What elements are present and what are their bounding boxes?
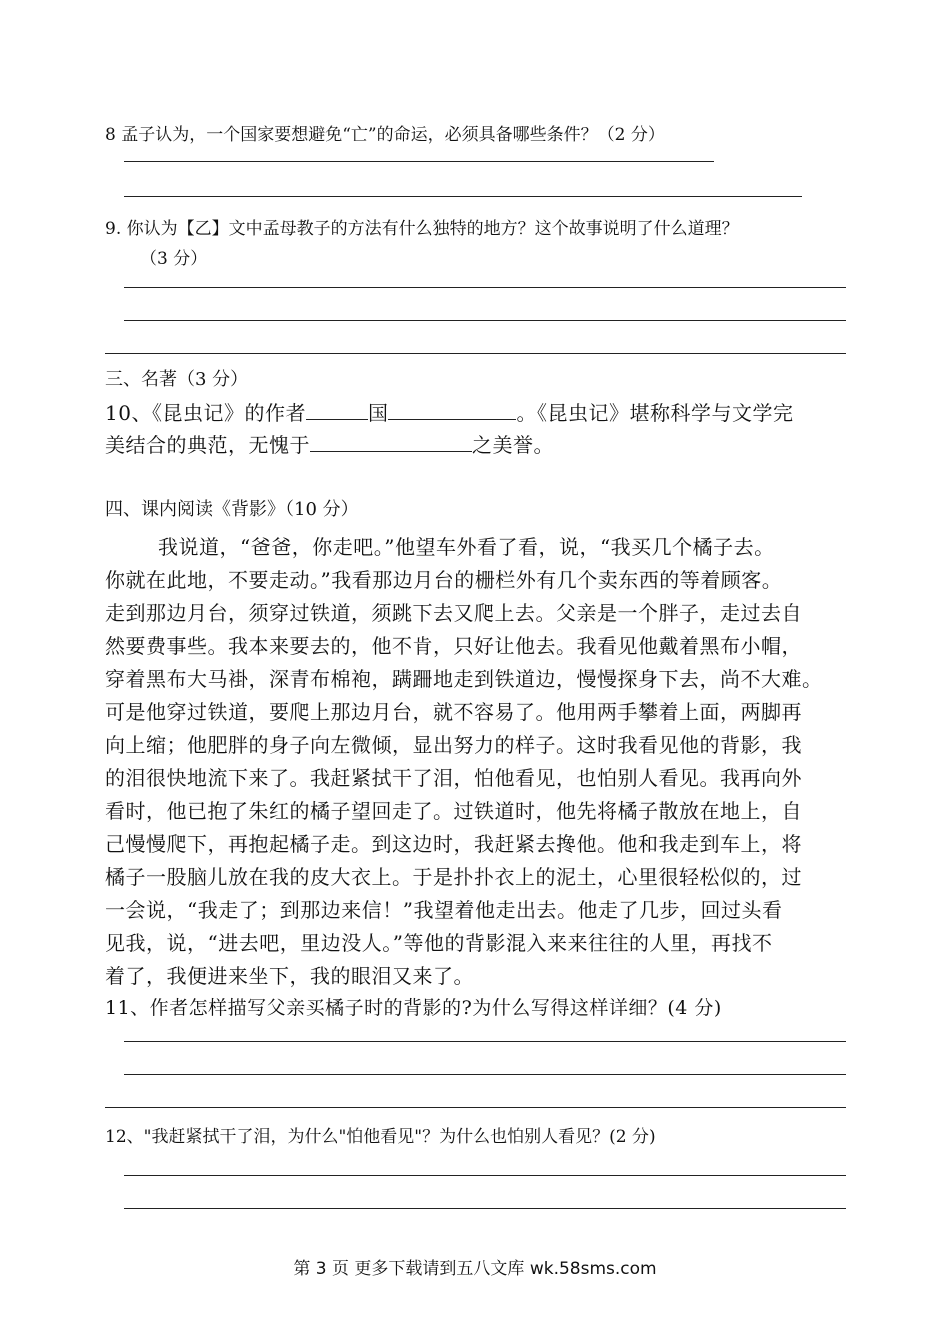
- answer-line-q9-3[interactable]: [105, 353, 846, 354]
- answer-line-q12-2[interactable]: [124, 1208, 846, 1209]
- passage-line: 我说道，“爸爸，你走吧。”他望车外看了看，说，“我买几个橘子去。: [158, 535, 775, 559]
- question-8: 8 孟子认为，一个国家要想避免“亡”的命运，必须具备哪些条件？（2 分）: [105, 125, 665, 145]
- answer-line-q9-2[interactable]: [124, 320, 846, 321]
- answer-line-q11-1[interactable]: [124, 1041, 846, 1042]
- section-4-title: 四、课内阅读《背影》（10 分）: [105, 499, 359, 520]
- answer-line-q9-1[interactable]: [124, 287, 846, 288]
- question-10-line2: [105, 429, 554, 458]
- answer-line-q8-1[interactable]: [124, 161, 714, 162]
- passage-line: 见我，说，“进去吧，里边没人。”等他的背影混入来来往往的人里，再找不: [105, 931, 773, 955]
- q10-line2b: 之美誉。: [472, 433, 554, 457]
- passage-line: 可是他穿过铁道，要爬上那边月台，就不容易了。他用两手攀着上面，两脚再: [105, 700, 802, 724]
- q10-blank-title[interactable]: [310, 450, 472, 452]
- question-11: 11、作者怎样描写父亲买橘子时的背影的?为什么写得这样详细？(4 分): [105, 997, 722, 1019]
- passage-line: 你就在此地，不要走动。”我看那边月台的栅栏外有几个卖东西的等着顾客。: [105, 568, 783, 592]
- q10-line2a: 美结合的典范，无愧于: [105, 433, 310, 457]
- question-9-line1: 9. 你认为【乙】文中孟母教子的方法有什么独特的地方？这个故事说明了什么道理？: [105, 219, 739, 239]
- passage-line: 着了，我便进来坐下，我的眼泪又来了。: [105, 964, 474, 988]
- question-9-line2: （3 分）: [140, 249, 208, 269]
- answer-line-q8-2[interactable]: [124, 196, 802, 197]
- q10-blank-author[interactable]: [306, 418, 368, 420]
- page-footer: 第 3 页 更多下载请到五八文库 wk.58sms.com: [293, 1259, 657, 1279]
- q10-part2: 国: [367, 401, 389, 425]
- passage-line: 穿着黑布大马褂，深青布棉袍，蹒跚地走到铁道边，慢慢探身下去，尚不大难。: [105, 667, 823, 691]
- answer-line-q12-1[interactable]: [124, 1175, 846, 1176]
- answer-line-q11-3[interactable]: [105, 1107, 846, 1108]
- passage-line: 一会说，“我走了；到那边来信！”我望着他走出去。他走了几步，回过头看: [105, 898, 783, 922]
- passage-line: 己慢慢爬下，再抱起橘子走。到这边时，我赶紧去搀他。他和我走到车上，将: [105, 832, 802, 856]
- question-10-line1: [105, 397, 793, 426]
- question-12: 12、"我赶紧拭干了泪，为什么"怕他看见"？为什么也怕别人看见？(2 分): [105, 1127, 656, 1147]
- passage-line: 橘子一股脑儿放在我的皮大衣上。于是扑扑衣上的泥土，心里很轻松似的，过: [105, 865, 802, 889]
- passage-line: 的泪很快地流下来了。我赶紧拭干了泪，怕他看见，也怕别人看见。我再向外: [105, 766, 802, 790]
- q10-part1: 10、《昆虫记》的作者: [105, 401, 306, 425]
- passage-line: 然要费事些。我本来要去的，他不肯，只好让他去。我看见他戴着黑布小帽，: [105, 634, 802, 658]
- passage-line: 向上缩；他肥胖的身子向左微倾，显出努力的样子。这时我看见他的背影，我: [105, 733, 802, 757]
- q10-blank-name[interactable]: [388, 418, 516, 420]
- section-3-title: 三、名著（3 分）: [105, 369, 249, 390]
- passage-line: 看时，他已抱了朱红的橘子望回走了。过铁道时，他先将橘子散放在地上，自: [105, 799, 802, 823]
- answer-line-q11-2[interactable]: [124, 1074, 846, 1075]
- passage-line: 走到那边月台，须穿过铁道，须跳下去又爬上去。父亲是一个胖子，走过去自: [105, 601, 802, 625]
- q10-part3: 。《昆虫记》堪称科学与文学完: [516, 401, 794, 425]
